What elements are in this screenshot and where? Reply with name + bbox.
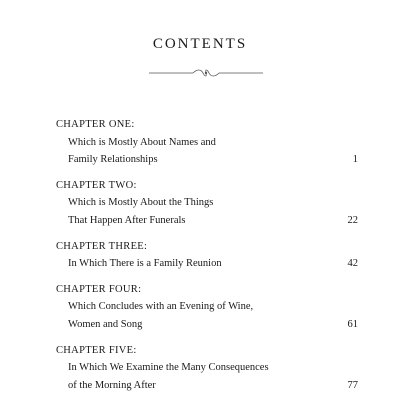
- chapter-page-number: 77: [347, 379, 358, 391]
- chapter-description-line: Women and Song: [68, 318, 143, 330]
- table-of-contents: [56, 116, 358, 402]
- chapter-description-line: Family Relationships: [68, 154, 158, 166]
- chapter-description-line: Which Concludes with an Evening of Wine,: [68, 301, 254, 313]
- chapter-description-line: of the Morning After: [68, 379, 156, 391]
- toc-entry-chapter-one[interactable]: [56, 116, 358, 169]
- chapter-heading: CHAPTER ONE:: [56, 119, 135, 130]
- chapter-heading: CHAPTER TWO:: [56, 179, 137, 191]
- page-title: CONTENTS: [152, 36, 248, 52]
- chapter-description-line: Which is Mostly About the Things: [68, 197, 214, 209]
- toc-entry-chapter-two[interactable]: [56, 177, 358, 230]
- toc-entry-chapter-three[interactable]: [56, 238, 358, 273]
- toc-entry-chapter-five[interactable]: [56, 342, 358, 395]
- chapter-description-line: Which is Mostly About Names and: [68, 136, 216, 148]
- ornament-divider-icon: [147, 68, 265, 78]
- chapter-page-number: 22: [347, 214, 358, 226]
- chapter-description-line: In Which There is a Family Reunion: [68, 258, 222, 270]
- toc-entry-chapter-four[interactable]: [56, 281, 358, 334]
- chapter-description-line: In Which We Examine the Many Consequences: [68, 362, 269, 374]
- chapter-heading: CHAPTER FOUR:: [56, 283, 142, 295]
- chapter-page-number: 42: [347, 258, 358, 270]
- chapter-description-line: That Happen After Funerals: [68, 214, 186, 226]
- chapter-page-number: 61: [347, 318, 358, 330]
- chapter-heading: CHAPTER THREE:: [56, 240, 148, 252]
- chapter-page-number: 1: [352, 154, 358, 166]
- chapter-heading: CHAPTER FIVE:: [56, 344, 137, 356]
